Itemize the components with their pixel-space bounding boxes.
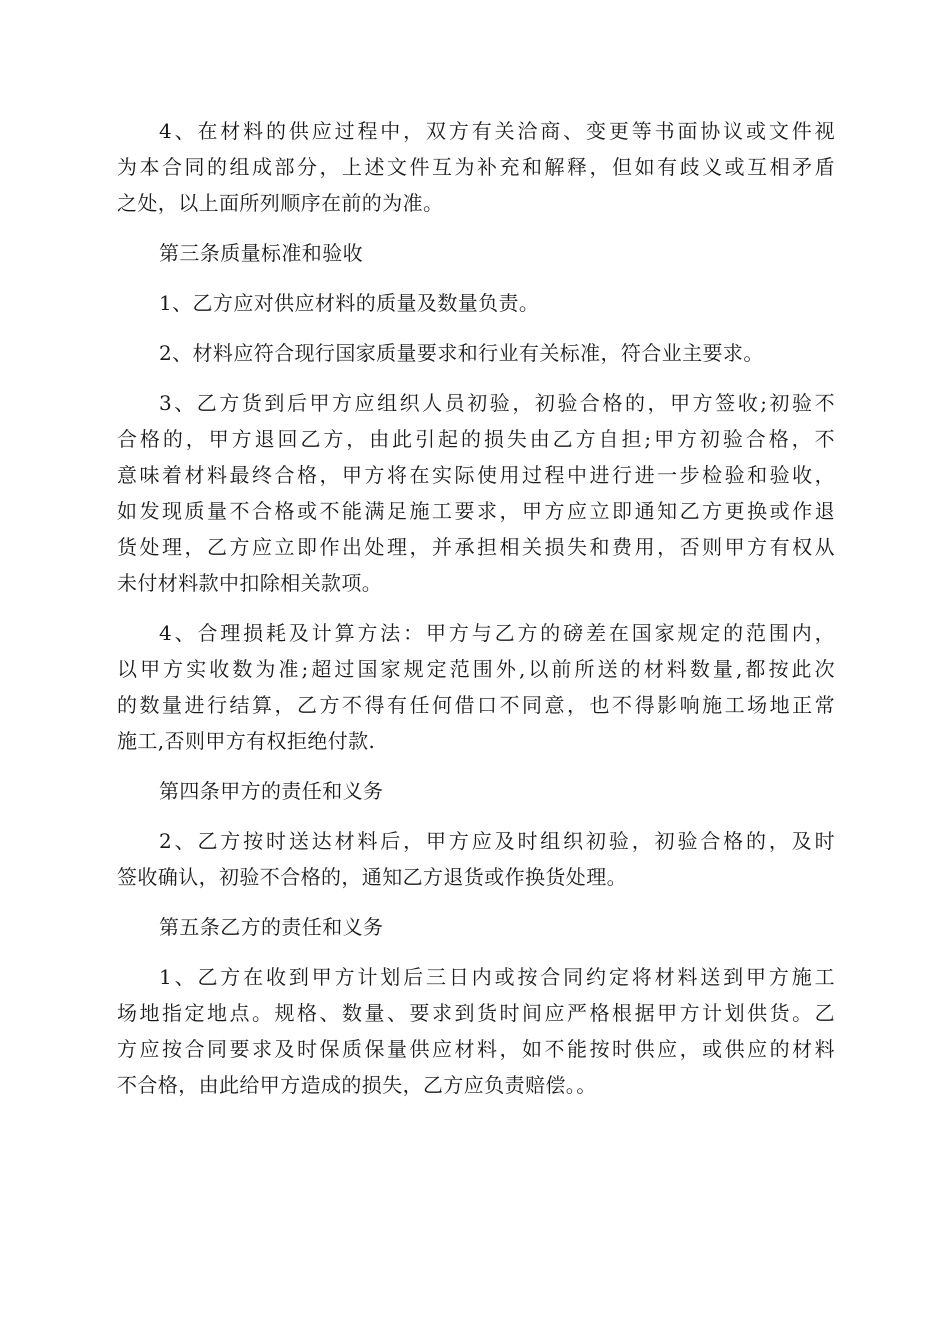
text-line: 之处，以上面所列顺序在前的为准。 <box>117 191 444 215</box>
clause-4-heading: 第四条甲方的责任和义务 <box>159 779 384 803</box>
text-line: 货处理，乙方应立即作出处理，并承担相关损失和费用，否则甲方有权从 <box>117 535 835 559</box>
clause-3-heading: 第三条质量标准和验收 <box>159 241 363 265</box>
text-line: 1、乙方应对供应材料的质量及数量负责。 <box>159 291 540 315</box>
document-page <box>117 113 835 1117</box>
text-line: 1、乙方在收到甲方计划后三日内或按合同约定将材料送到甲方施工 <box>159 965 835 989</box>
text-line: 签收确认，初验不合格的，通知乙方退货或作换货处理。 <box>117 865 627 889</box>
text-line: 以甲方实收数为准;超过国家规定范围外,以前所送的材料数量,都按此次 <box>117 657 835 681</box>
text-line: 未付材料款中扣除相关款项。 <box>117 571 383 595</box>
text-line: 为本合同的组成部分，上述文件互为补充和解释，但如有歧义或互相矛盾 <box>117 155 835 179</box>
text-line: 4、合理损耗及计算方法：甲方与乙方的磅差在国家规定的范围内， <box>159 621 835 645</box>
text-line: 方应按合同要求及时保质保量供应材料，如不能按时供应，或供应的材料 <box>117 1037 835 1061</box>
text-line: 合格的，甲方退回乙方，由此引起的损失由乙方自担;甲方初验合格，不 <box>117 427 835 451</box>
text-line: 场地指定地点。规格、数量、要求到货时间应严格根据甲方计划供货。乙 <box>117 1001 835 1025</box>
clause-2-item-4 <box>117 113 835 221</box>
text-line: 3、乙方货到后甲方应组织人员初验，初验合格的，甲方签收;初验不 <box>159 391 835 415</box>
text-line: 意味着材料最终合格，甲方将在实际使用过程中进行进一步检验和验收， <box>117 463 835 487</box>
text-line: 的数量进行结算，乙方不得有任何借口不同意，也不得影响施工场地正常 <box>117 693 835 717</box>
clause-3-item-4 <box>117 615 835 759</box>
clause-5-heading: 第五条乙方的责任和义务 <box>159 915 384 939</box>
text-line: 2、乙方按时送达材料后，甲方应及时组织初验，初验合格的，及时 <box>159 829 835 853</box>
clause-3-item-3 <box>117 385 835 601</box>
clause-5-item-1 <box>117 959 835 1103</box>
text-line: 不合格，由此给甲方造成的损失，乙方应负责赔偿。。 <box>117 1073 597 1097</box>
text-line: 4、在材料的供应过程中，双方有关洽商、变更等书面协议或文件视 <box>159 119 835 143</box>
text-line: 施工,否则甲方有权拒绝付款. <box>117 729 376 753</box>
text-line: 如发现质量不合格或不能满足施工要求，甲方应立即通知乙方更换或作退 <box>117 499 835 523</box>
clause-3-item-2 <box>117 335 835 371</box>
text-line: 2、材料应符合现行国家质量要求和行业有关标准，符合业主要求。 <box>159 341 764 365</box>
clause-4-item-2 <box>117 823 835 895</box>
clause-3-item-1 <box>117 285 835 321</box>
